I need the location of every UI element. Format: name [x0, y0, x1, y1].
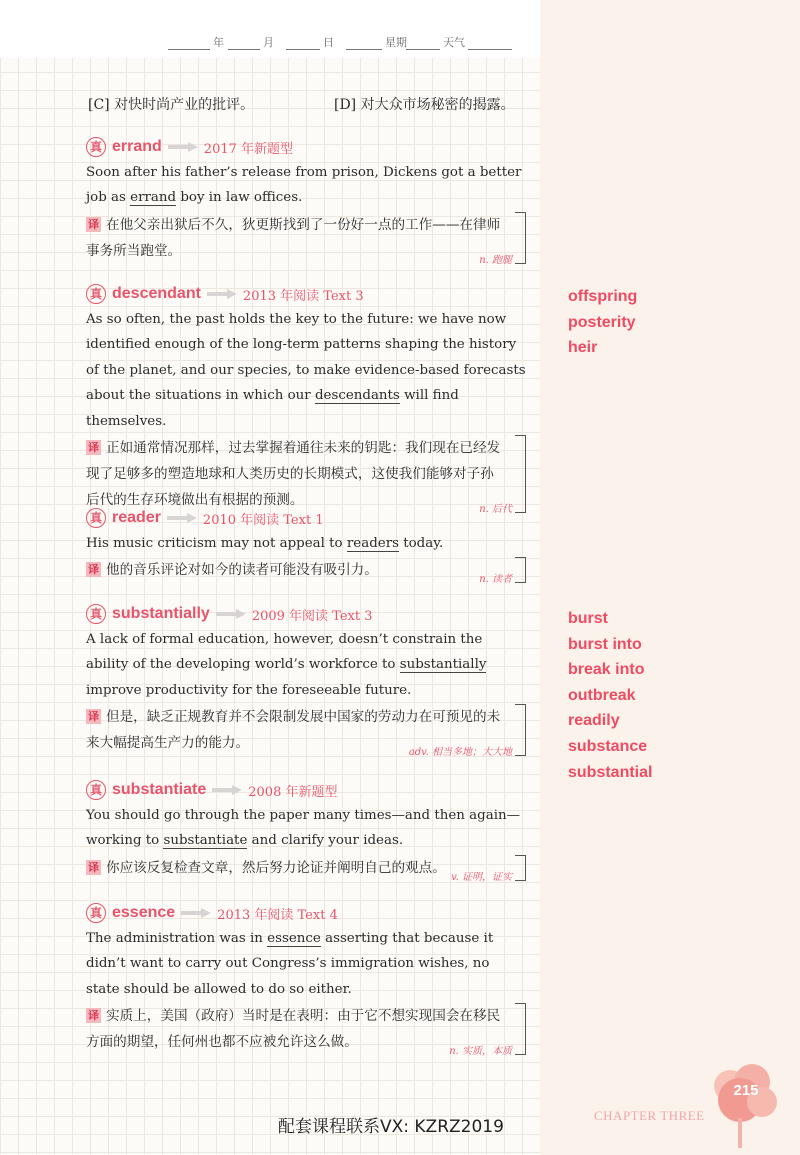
chinese-translation: 译 但是，缺乏正规教育并不会限制发展中国家的劳动力在可预见的未来大幅提高生产力的能力。	[86, 709, 501, 752]
source-label: 2013 年阅读 Text 4	[217, 907, 338, 923]
part-of-speech: n. 跑腿	[479, 254, 512, 266]
arrow-icon	[216, 609, 246, 619]
entry-head	[86, 136, 526, 158]
chapter-label: CHAPTER THREE	[594, 1108, 705, 1123]
headword: descendant	[112, 285, 201, 302]
source-label: 2017 年新题型	[203, 141, 294, 157]
bracket-frame	[515, 1003, 526, 1055]
english-sentence: His music criticism may not appeal to readers today.	[86, 536, 444, 551]
yi-badge: 译	[88, 710, 99, 724]
english-sentence: You should go through the paper many times—and then again—working to substantiate and clarify your ideas.	[86, 808, 520, 849]
chinese-translation: 译 正如通常情况那样，过去掌握着通往未来的钥匙：我们现在已经发现了足够多的塑造地球和人类历史的长期模式，这使我们能够对子孙后代的生存环境做出有根据的预测。	[86, 440, 501, 509]
yi-badge: 译	[88, 217, 99, 231]
related-word: substantial	[568, 763, 653, 781]
part-of-speech: v. 证明，证实	[451, 871, 512, 883]
option-d: [D] 对大众市场秘密的揭露。	[334, 97, 515, 113]
related-word: burst into	[568, 635, 642, 653]
underlined-word: descendants	[314, 388, 400, 404]
related-word: offspring	[568, 288, 638, 305]
part-of-speech: n. 读者	[479, 574, 512, 586]
underlined-word: substantiate	[163, 833, 248, 849]
arrow-icon	[168, 142, 198, 152]
chinese-translation: 译 在他父亲出狱后不久，狄更斯找到了一份好一点的工作——在律师事务所当跑堂。	[86, 216, 501, 259]
part-of-speech: adv. 相当多地；大大地	[408, 747, 512, 759]
related-words-substantially	[568, 606, 652, 785]
header-weekday: 星期	[346, 34, 407, 50]
related-word: break into	[568, 661, 645, 679]
entry-essence	[86, 902, 526, 1058]
translation-block	[86, 1003, 526, 1058]
translation-block	[86, 435, 526, 516]
entry-head	[86, 902, 526, 924]
header-weather: 天气	[406, 34, 515, 50]
chinese-translation: 译 你应该反复检查文章，然后努力论证并阐明自己的观点。	[88, 859, 446, 876]
related-word: readily	[568, 712, 620, 730]
part-of-speech: n. 后代	[479, 504, 512, 516]
header-year: 年	[168, 34, 224, 50]
related-word: substance	[568, 737, 648, 755]
related-word: outbreak	[568, 686, 636, 704]
entry-substantiate	[86, 779, 526, 881]
source-label: 2009 年阅读 Text 3	[251, 608, 373, 624]
related-word: posterity	[568, 313, 636, 331]
entry-errand	[86, 136, 526, 264]
entry-descendant	[86, 283, 526, 516]
yi-badge: 译	[88, 1009, 99, 1023]
entry-head	[86, 283, 526, 305]
chinese-translation: 译 实质上，美国（政府）当时是在表明：由于它不想实现国会在移民方面的期望，任何州也都不应被允许这么做。	[86, 1008, 501, 1051]
headword: substantiate	[112, 781, 207, 798]
headword: reader	[112, 509, 161, 526]
underlined-word: readers	[346, 536, 399, 551]
contact-footer: 配套课程联系VX: KZRZ2019	[278, 1117, 504, 1137]
headword: essence	[112, 904, 176, 921]
entry-head	[86, 603, 526, 625]
entry-head	[86, 507, 526, 529]
translation-block	[86, 212, 526, 264]
translation-block	[86, 855, 526, 881]
arrow-icon	[207, 289, 237, 299]
underlined-word: errand	[130, 190, 177, 206]
page-tree-icon	[700, 1056, 780, 1148]
part-of-speech: n. 实质，本质	[449, 1046, 512, 1058]
chinese-translation: 译 他的音乐评论对如今的读者可能没有吸引力。	[88, 562, 378, 579]
source-label: 2010 年阅读 Text 1	[202, 512, 324, 528]
bracket-frame	[515, 855, 526, 881]
related-words-descendant	[568, 284, 637, 361]
zhen-badge: 真	[86, 137, 106, 157]
zhen-badge: 真	[86, 508, 106, 528]
bracket-frame	[515, 704, 526, 756]
underlined-word: essence	[267, 931, 321, 946]
yi-badge: 译	[88, 860, 99, 874]
header-day: 日	[286, 34, 334, 50]
page-header	[0, 0, 540, 58]
source-label: 2013 年阅读 Text 3	[242, 288, 364, 304]
header-month: 月	[228, 34, 274, 50]
bracket-frame	[515, 212, 526, 264]
yi-badge: 译	[88, 563, 99, 577]
headword: errand	[112, 138, 162, 155]
arrow-icon	[181, 908, 211, 918]
yi-badge: 译	[88, 441, 99, 455]
english-sentence: As so often, the past holds the key to the future: we have now identified enough of the long-term patterns shaping the history of the planet, and our species, to make evidence-based forecasts about the situations in which our descendants will find themselves.	[86, 312, 526, 429]
related-word: burst	[568, 610, 608, 627]
bracket-frame	[515, 435, 526, 513]
entry-substantially	[86, 603, 526, 759]
translation-block	[86, 704, 526, 759]
bracket-frame	[515, 557, 526, 583]
english-sentence: A lack of formal education, however, doesn’t constrain the ability of the developing world’s workforce to substantially improve productivity for the foreseeable future.	[86, 632, 487, 698]
arrow-icon	[212, 785, 242, 795]
underlined-word: substantially	[399, 657, 487, 673]
arrow-icon	[167, 513, 197, 523]
entry-head	[86, 779, 526, 801]
related-word: heir	[568, 339, 598, 357]
option-c: [C] 对快时尚产业的批评。	[88, 97, 255, 113]
english-sentence: The administration was in essence asserting that because it didn’t want to carry out Congress’s immigration wishes, no state should be allowed to do so either.	[86, 931, 494, 997]
entry-reader	[86, 507, 526, 586]
headword: substantially	[112, 605, 210, 622]
zhen-badge: 真	[86, 284, 106, 304]
english-sentence: Soon after his father’s release from prison, Dickens got a better job as errand boy in law offices.	[86, 165, 522, 206]
zhen-badge: 真	[86, 604, 106, 624]
zhen-badge: 真	[86, 903, 106, 923]
side-margin	[540, 0, 800, 1155]
zhen-badge: 真	[86, 780, 106, 800]
translation-block	[86, 557, 526, 586]
source-label: 2008 年新题型	[248, 784, 338, 800]
page-number: 215	[733, 1082, 759, 1099]
